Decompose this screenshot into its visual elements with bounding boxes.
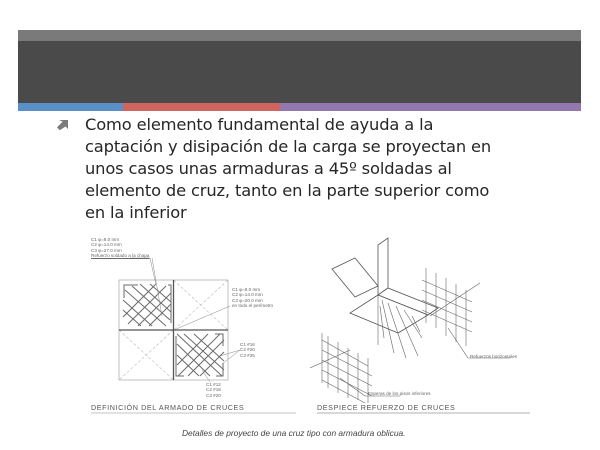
- label-top-left: [91, 237, 149, 258]
- banner-stripe-red: [123, 103, 280, 111]
- label-line: C3 #20: [206, 392, 221, 398]
- banner-title-area: [18, 41, 581, 103]
- label-line: C3 φ=20.0 mm: [232, 297, 263, 303]
- label-line: en todo el perímetro: [232, 302, 274, 308]
- label-line: C3 φ=27.0 mm: [91, 247, 122, 253]
- label-line: Refuerzo soldado a la chapa: [91, 252, 150, 258]
- title-banner: [18, 30, 581, 111]
- banner-stripe-blue: [18, 103, 123, 111]
- banner-top-strip: [18, 30, 581, 41]
- label-line: C1 #12: [206, 382, 221, 387]
- bullet-line: unos casos unas armaduras a 45º soldadas al: [85, 159, 452, 178]
- label-esperas: Esperas de los pisos inferiores: [368, 391, 431, 396]
- label-line: C2 #20: [240, 347, 255, 353]
- left-drawing-caption: DEFINICIÓN DEL ARMADO DE CRUCES: [91, 403, 245, 412]
- label-line: C1 φ=8.0 mm: [232, 287, 261, 292]
- label-refuerzos-horizontales: Refuerzos horizontales: [470, 354, 517, 359]
- figure-caption: Detalles de proyecto de una cruz tipo con armadura oblicua.: [182, 428, 406, 438]
- bullet-line: en la inferior: [85, 203, 187, 222]
- label-line: C1 #16: [240, 342, 255, 347]
- label-bottom-bars: [206, 382, 221, 398]
- label-line: C2 φ=14.0 mm: [91, 242, 122, 248]
- bullet-line: Como elemento fundamental de ayuda a la: [85, 115, 434, 134]
- label-right-perimeter: [232, 287, 273, 308]
- banner-stripe-purple: [280, 103, 581, 111]
- bullet-line: elemento de cruz, tanto en la parte superior como: [85, 181, 490, 200]
- reinforcement-figure: [80, 228, 540, 420]
- right-drawing-caption: DESPIECE REFUERZO DE CRUCES: [317, 403, 456, 412]
- bullet-line: captación y disipación de la carga se proyectan en: [85, 137, 492, 156]
- label-right-bars: [240, 342, 255, 358]
- arrow-northeast-icon: [56, 117, 70, 131]
- bullet-text: [85, 114, 555, 224]
- label-line: C2 #16: [206, 387, 221, 393]
- label-line: C2 φ=14.0 mm: [232, 292, 263, 298]
- label-line: C1 φ=8.0 mm: [91, 237, 120, 242]
- label-line: C3 #25: [240, 352, 255, 358]
